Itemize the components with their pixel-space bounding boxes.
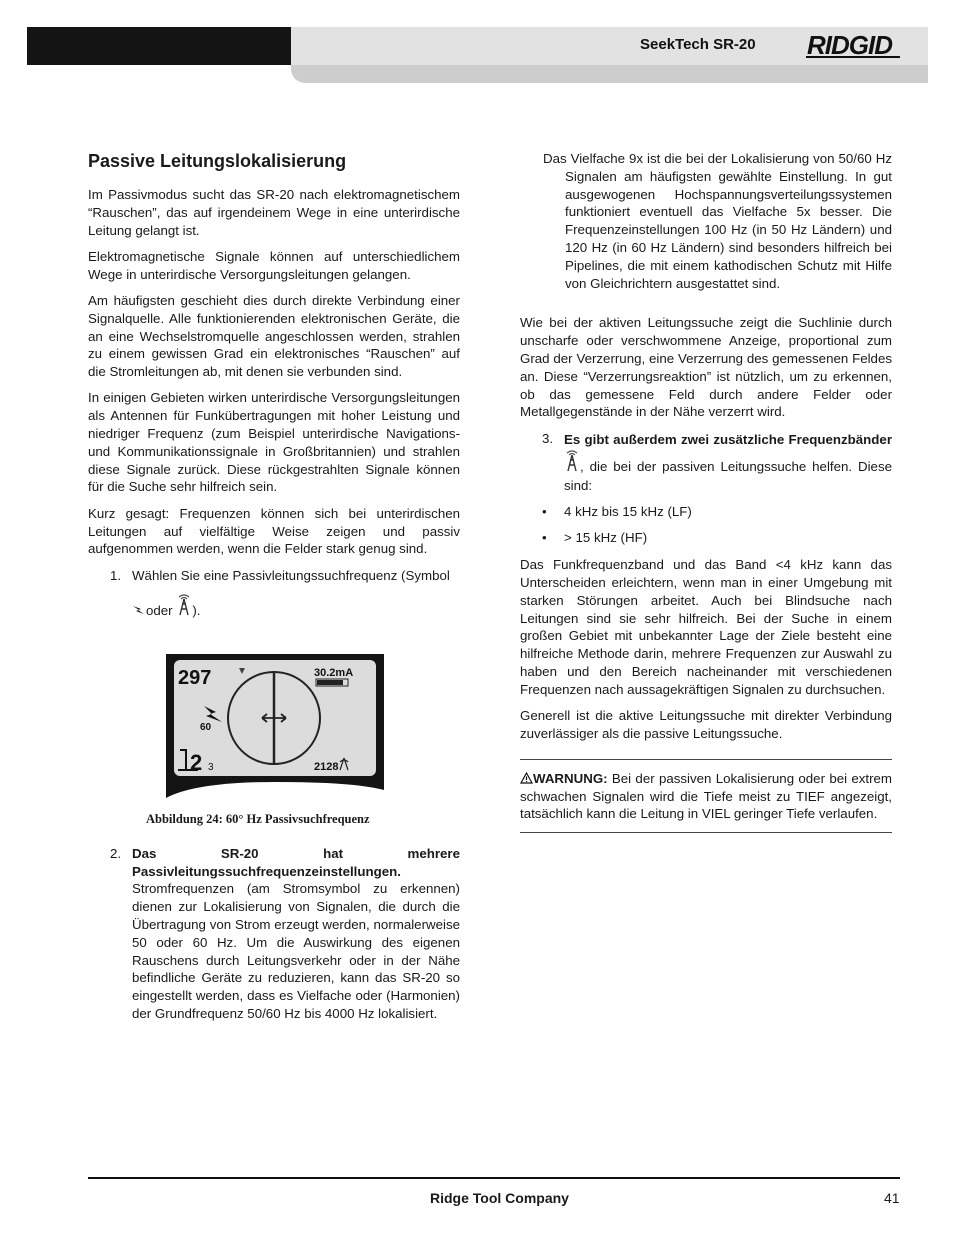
paragraph: Wie bei der aktiven Leitungssuche zeigt die Suchlinie durch unscharfe oder verschwommene Anzeige, proportional zum Grad der Verzerrung, eine Verzerrung des gemessenen Feldes an. Diese “Verzerrungsreaktion” ist nützlich, um zu erkennen, ob das gemessene Feld durch andere Felder oder Metallgegenstände in der Nähe verzerrt wird. [520, 315, 892, 420]
step-text: Stromfrequenzen (am Stromsymbol zu erkennen) dienen zur Lokalisierung von Signalen, die durch die Übertragung von Strom erzeugt werden, normalerweise 50 oder 60 Hz. Um die Auswirkung des eigenen Rauschens durch Leitungsverkehr oder in der Nähe befindliche Geräte zu reduzieren, kann das SR-20 so eingestellt werden, dass es Vielfache oder (Harmonien) der Grundfrequenz 50/60 Hz bis 4000 Hz lokalisiert. [132, 881, 460, 1021]
figure-caption: Abbildung 24: 60° Hz Passivsuchfrequenz [146, 812, 370, 827]
section-title: Passive Leitungslokalisierung [88, 151, 347, 171]
bullet-item [520, 503, 892, 521]
ridgid-logo [806, 32, 900, 60]
step-bold-text: Das SR-20 hat mehrere Passivleitungssuchfrequenzeinstellungen. [132, 845, 460, 879]
frequency-label: 60 [200, 722, 212, 734]
hanging-paragraph: Das Vielfache 9x ist die bei der Lokalisierung von 50/60 Hz Signalen am häufigsten gewählte Einstellung. In gut ausgewogenen Hochspannungsverteilungssystemen funktioniert eventuell das Vielfache 5x besser. Die Frequenzeinstellungen 100 Hz (in 50 Hz Ländern) und 120 Hz (in 60 Hz Ländern) sind besonders hilfreich bei Pipelines, die mit einem kathodischen Schutz mit Hilfe von Gleichrichtern ausgestattet sind. [543, 151, 892, 291]
warning-box [520, 759, 892, 833]
warning-triangle-icon [520, 772, 533, 784]
right-column [520, 150, 892, 833]
warning-text: Bei der passiven Lokalisierung oder bei extrem schwachen Signalen wird die Tiefe meist zu TIEF angezeigt, tatsächlich kann die Leitung in VIEL geringer Tiefe verlaufen. [520, 770, 892, 822]
left-column [88, 150, 460, 1031]
warning-label: WARNUNG: [533, 770, 608, 786]
paragraph: Generell ist die aktive Leitungssuche mit direkter Verbindung zuverlässiger als die passive Leitungssuche. [520, 708, 892, 741]
depth-feet: 2 [190, 750, 203, 776]
svg-text:RIDGID: RIDGID [807, 32, 892, 60]
footer-rule [88, 1177, 900, 1179]
step-text: , die bei der passiven Leitungssuche helfen. Diese sind: [564, 458, 892, 493]
step-2 [88, 845, 460, 1023]
header-model-name: SeekTech SR-20 [640, 36, 756, 53]
bullet-icon: • [542, 503, 547, 519]
step-3 [520, 430, 892, 495]
header-grey-tab [291, 65, 928, 83]
step-number: 3. [542, 430, 554, 446]
step-text: Wählen Sie eine Passivleitungssuchfrequenz (Symbol [132, 567, 450, 583]
bullet-text: > 15 kHz (HF) [564, 530, 648, 546]
bullet-text: 4 kHz bis 15 kHz (LF) [564, 503, 692, 519]
paragraph: Das Funkfrequenzband und das Band <4 kHz kann das Unterscheiden erleichtern, wenn man in einer Umgebung mit starken Störungen arbeitet. Auch bei Blindsuche nach Leitungen sind sie sehr hilfreich. Bei der Suche in einem großen Gebiet mit unbekannter Lage der Ziele besteht eine hilfreiche Methode darin, mehrere Frequenzen zur Auswahl zu haben und den Bereich nacheinander mit verschiedenen Frequenzen nach aussagekräftigen Signalen zu durchsuchen. [520, 557, 892, 697]
page-number: 41 [884, 1190, 900, 1206]
current-readout: 30.2mA [314, 667, 354, 680]
bullet-item [520, 529, 892, 547]
step-number: 1. [110, 567, 122, 583]
power-frequency-icon [132, 604, 146, 616]
paragraph: Am häufigsten geschieht dies durch direkte Verbindung einer Signalquelle. Alle funktionierenden elektronischen Geräte, die an eine Wechselstromquelle angeschlossen werden, strahlen zu einem gewissen Grad ein elektronisches “Rauschen” auf die Stromleitungen ab, mit denen sie verbunden sind. [88, 292, 460, 380]
signal-strength: 2128 [314, 761, 339, 774]
paragraph: Im Passivmodus sucht das SR-20 nach elektromagnetischem “Rauschen”, das auf irgendeinem Wege in eine unterirdische Leitung gelangt ist. [88, 187, 460, 238]
header-black-bar [27, 27, 293, 65]
step-number: 2. [110, 845, 122, 861]
footer-company: Ridge Tool Company [430, 1190, 569, 1206]
paragraph: Elektromagnetische Signale können auf unterschiedlichem Wege in unterirdische Versorgungsleitungen gelangen. [88, 248, 460, 282]
depth-inches: 3 [208, 762, 214, 774]
radio-tower-icon [564, 449, 580, 473]
radio-tower-icon [176, 593, 192, 617]
step-bold-text: Es gibt außerdem zwei zusätzliche Frequenzbänder [564, 431, 892, 447]
step-text-or: oder [146, 603, 173, 619]
bullet-icon: • [542, 530, 547, 546]
depth-readout: 297 [178, 667, 212, 690]
paragraph: In einigen Gebieten wirken unterirdische Versorgungsleitungen als Antennen für Funkübertragungen mit hoher Leistung und niedriger Frequenz (zum Beispiel unterirdische Navigations- und Kommunikationssignale in Großbritannien) und strahlen diese Signale zurück. Diese rückgestrahlten Signale können für die Suche sehr hilfreich sein. [88, 390, 460, 495]
paragraph: Kurz gesagt: Frequenzen können sich bei unterirdischen Leitungen auf vielfältige Weise zeigen und passiv aufgenommen werden, wenn die Felder stark genug sind. [88, 505, 460, 557]
step-1 [88, 567, 460, 621]
step-text-end: ). [192, 603, 201, 619]
sr20-display-figure [164, 650, 386, 800]
